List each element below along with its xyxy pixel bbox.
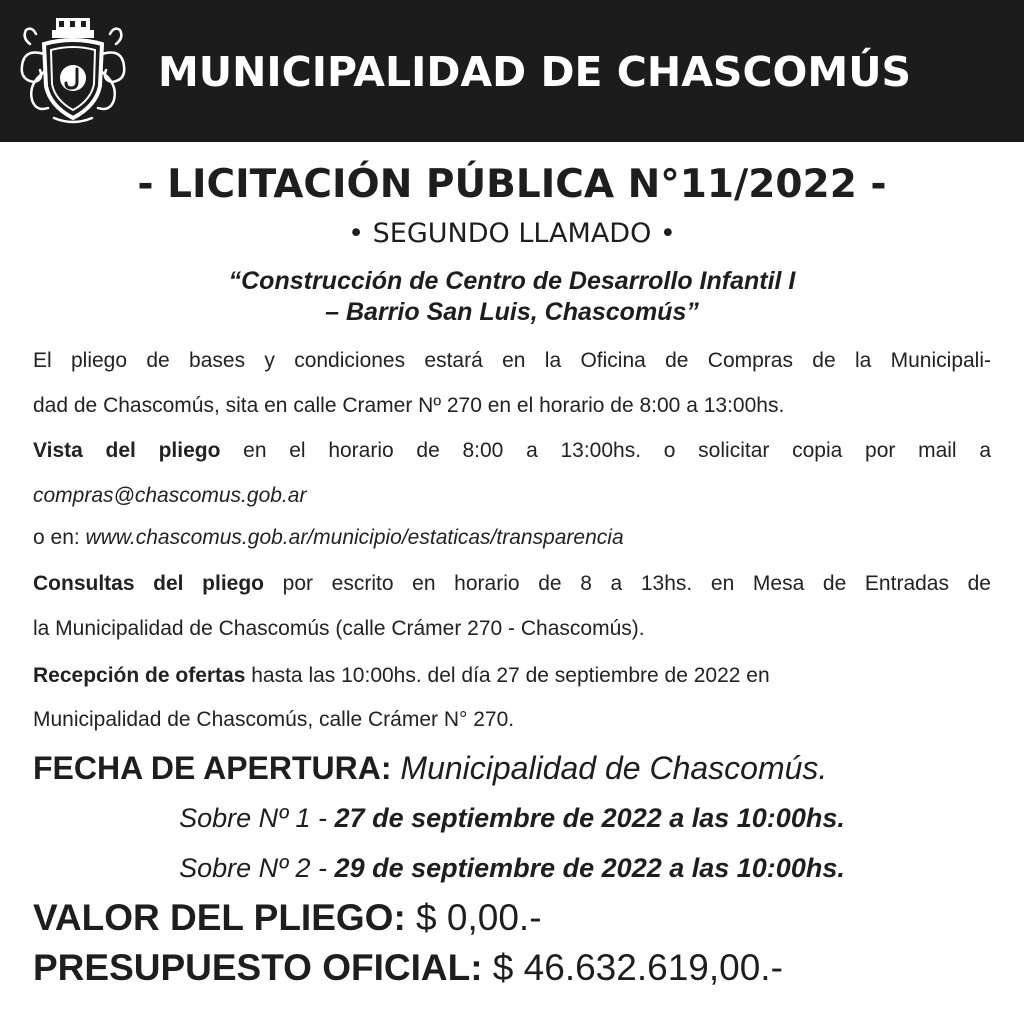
recepcion-line xyxy=(33,659,991,692)
sobre-2-line xyxy=(0,848,1024,888)
valor-label: VALOR DEL PLIEGO: xyxy=(33,897,406,938)
sobre-1-line xyxy=(0,798,1024,838)
recepcion-label: Recepción de ofertas xyxy=(33,664,246,687)
apertura-line xyxy=(33,746,827,790)
project-name-line-2: – Barrio San Luis, Chascomús” xyxy=(325,298,699,326)
header-banner xyxy=(0,0,1024,142)
project-name xyxy=(0,266,1024,328)
vista-web-link[interactable]: www.chascomus.gob.ar/municipio/estaticas/transparencia xyxy=(85,526,624,549)
apertura-place: Municipalidad de Chascomús. xyxy=(391,750,828,786)
presupuesto-amount: $ 46.632.619,00.- xyxy=(482,947,783,988)
sobre-1-date: 27 de septiembre de 2022 a las 10:00hs. xyxy=(334,803,845,833)
recepcion-text: hasta las 10:00hs. del día 27 de septiembre de 2022 en xyxy=(245,664,770,687)
municipal-crest-icon xyxy=(14,14,132,128)
pliego-line-1: El pliego de bases y condiciones estará en la Oficina de Compras de la Municipali- xyxy=(33,349,991,372)
presupuesto-label: PRESUPUESTO OFICIAL: xyxy=(33,947,483,988)
pliego-paragraph-end xyxy=(33,389,991,422)
valor-amount: $ 0,00.- xyxy=(405,897,542,938)
recepcion-line-2: Municipalidad de Chascomús, calle Crámer N° 270. xyxy=(33,708,515,731)
header-title: MUNICIPALIDAD DE CHASCOMÚS xyxy=(158,48,912,96)
project-name-line-1: “Construcción de Centro de Desarrollo Infantil I xyxy=(228,267,796,295)
sobre-2-date: 29 de septiembre de 2022 a las 10:00hs. xyxy=(334,853,845,883)
vista-web-line xyxy=(33,521,991,554)
pliego-paragraph xyxy=(33,344,991,377)
apertura-label: FECHA DE APERTURA: xyxy=(33,750,392,786)
consultas-line xyxy=(33,567,991,600)
vista-web-prefix: o en: xyxy=(33,526,86,549)
vista-email[interactable]: compras@chascomus.gob.ar xyxy=(33,484,307,507)
vista-label: Vista del pliego xyxy=(33,439,221,462)
vista-line xyxy=(33,434,991,467)
consultas-line-2: la Municipalidad de Chascomús (calle Crámer 270 - Chascomús). xyxy=(33,617,645,640)
vista-text: en el horario de 8:00 a 13:00hs. o solicitar copia por mail a xyxy=(220,439,991,462)
pliego-line-2: dad de Chascomús, sita en calle Cramer Nº 270 en el horario de 8:00 a 13:00hs. xyxy=(33,394,785,417)
sobre-2-label: Sobre Nº 2 - xyxy=(179,853,335,883)
consultas-text: por escrito en horario de 8 a 13hs. en Mesa de Entradas de xyxy=(264,572,991,595)
presupuesto-line xyxy=(33,942,783,994)
tender-title: - LICITACIÓN PÚBLICA N°11/2022 - xyxy=(137,162,887,207)
valor-line xyxy=(33,892,542,944)
call-label: • SEGUNDO LLAMADO • xyxy=(348,218,676,249)
consultas-label: Consultas del pliego xyxy=(33,572,264,595)
sobre-1-label: Sobre Nº 1 - xyxy=(179,803,335,833)
